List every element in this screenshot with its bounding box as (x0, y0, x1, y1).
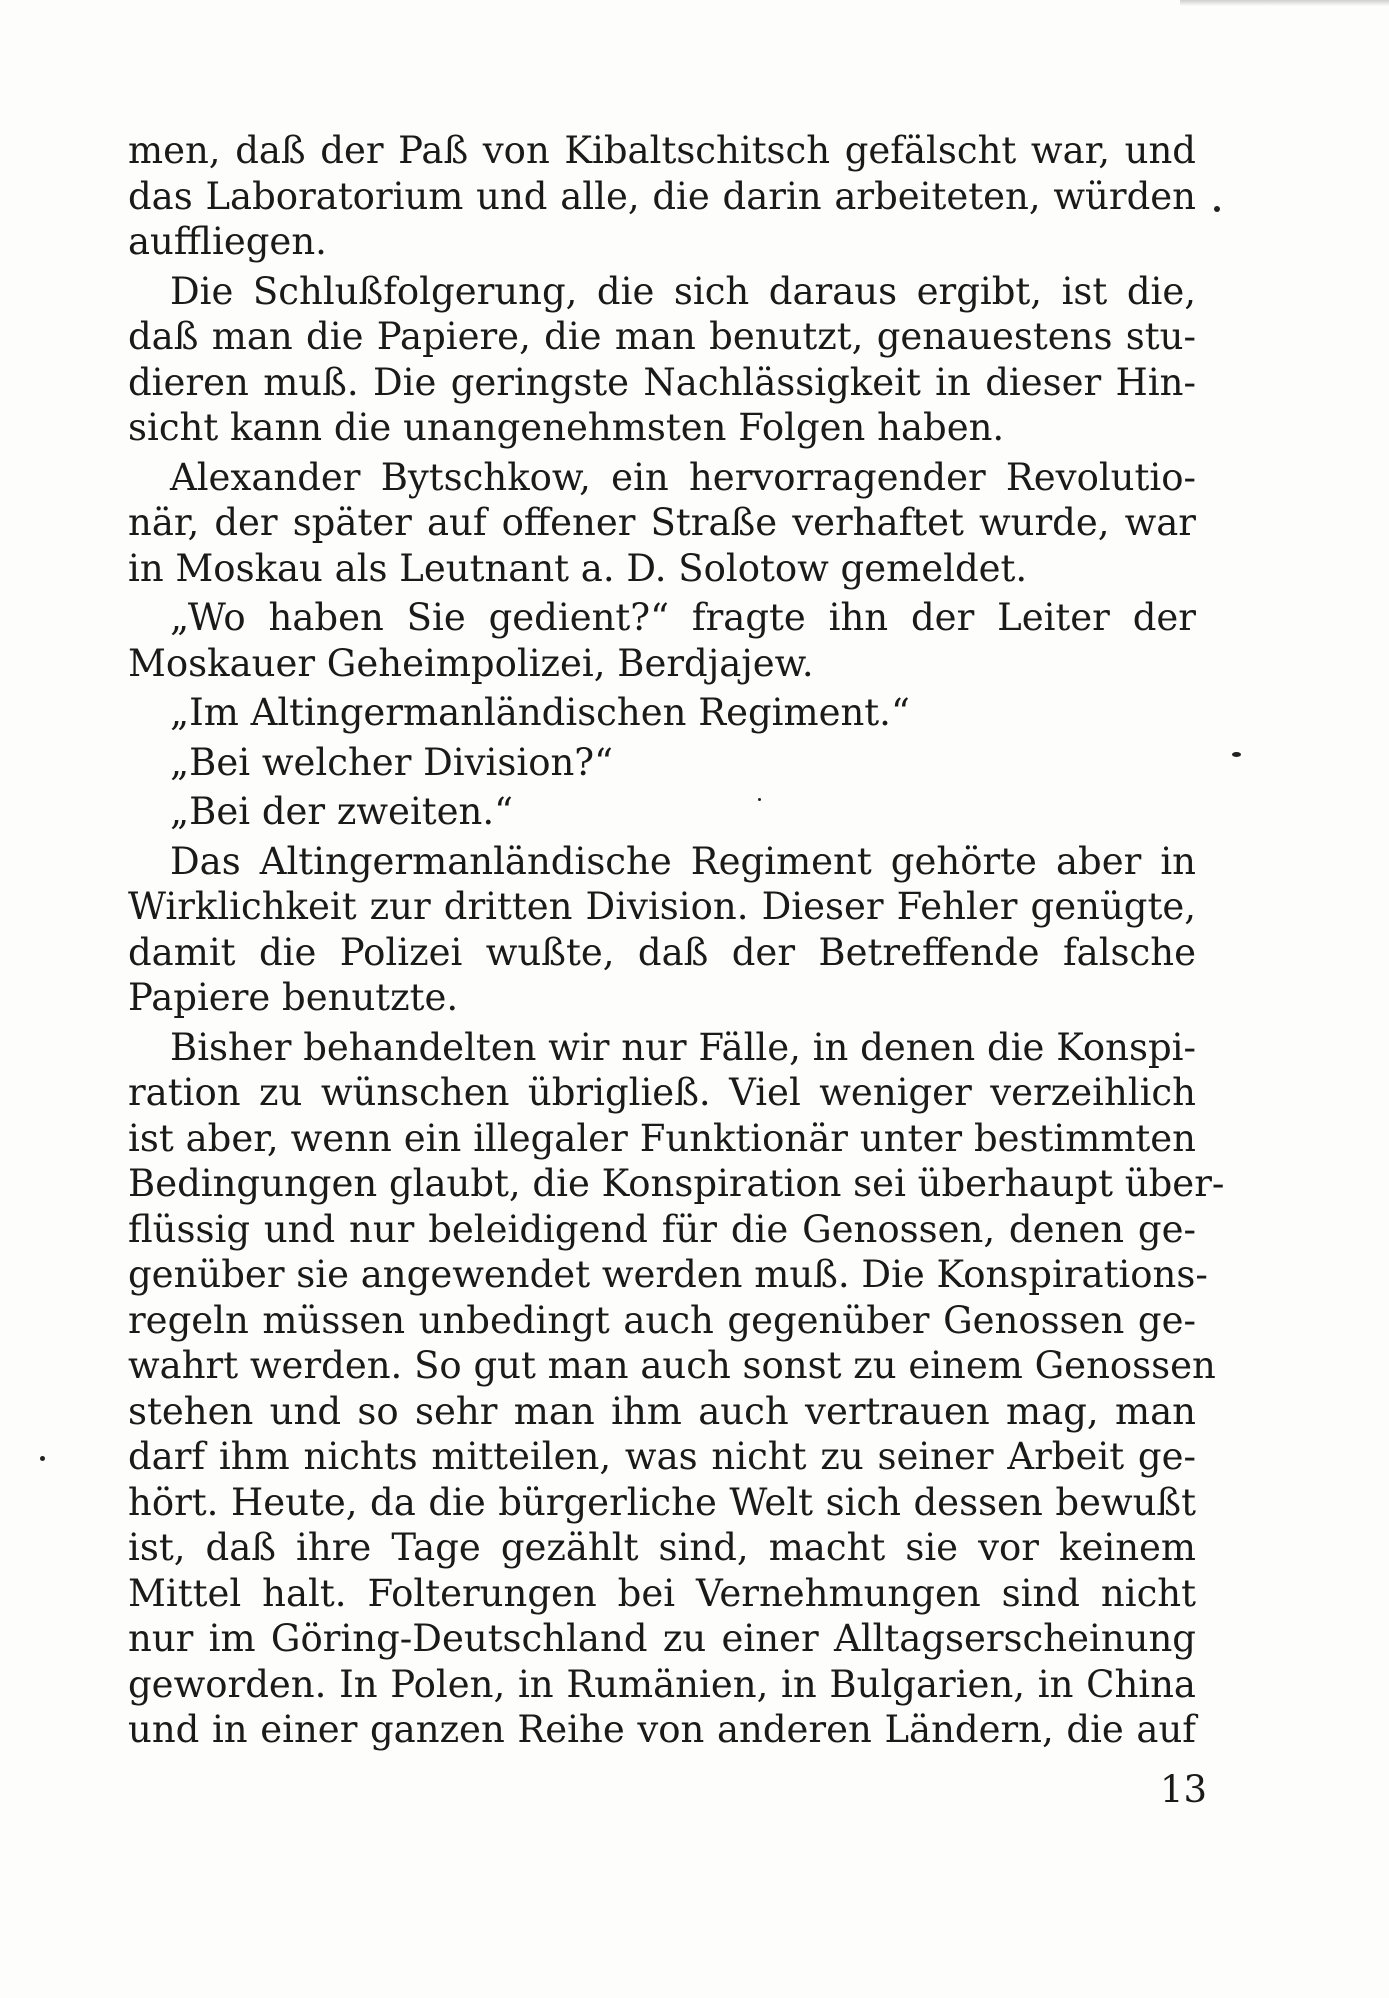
ink-speck (758, 798, 761, 801)
text-line: „Bei welcher Division?“ (170, 740, 614, 784)
text-line: Alexander Bytschkow, ein hervorragender Revolutio- (170, 455, 1196, 499)
text-line: ration zu wünschen übrigließ. Viel weniger verzeihlich (128, 1071, 1196, 1114)
paragraph (128, 789, 1196, 835)
text-line: genüber sie angewendet werden muß. Die Konspirations- (128, 1253, 1208, 1296)
text-line: ist aber, wenn ein illegaler Funktionär unter bestimmten (128, 1116, 1196, 1160)
text-line: Papiere benutzte. (128, 976, 459, 1019)
text-line: ist, daß ihre Tage gezählt sind, macht sie vor keinem (128, 1526, 1196, 1569)
text-line: hört. Heute, da die bürgerliche Welt sich dessen bewußt (128, 1480, 1196, 1524)
paragraph (128, 595, 1196, 686)
text-line: stehen und so sehr man ihm auch vertrauen mag, man (128, 1389, 1196, 1433)
text-line: Mittel halt. Folterungen bei Vernehmungen sind nicht (128, 1571, 1196, 1615)
text-line: regeln müssen unbedingt auch gegenüber Genossen ge- (128, 1298, 1196, 1342)
text-line: Bedingungen glaubt, die Konspiration sei überhaupt über- (128, 1162, 1225, 1205)
text-line: Das Altingermanländische Regiment gehörte aber in (170, 839, 1196, 883)
text-line: darf ihm nichts mitteilen, was nicht zu seiner Arbeit ge- (128, 1435, 1196, 1478)
text-line: wahrt werden. So gut man auch sonst zu einem Genossen (128, 1344, 1216, 1387)
page-number: 13 (1160, 1768, 1208, 1811)
paragraph (128, 455, 1196, 592)
text-line: damit die Polizei wußte, daß der Betreffende falsche (128, 930, 1196, 974)
text-line: men, daß der Paß von Kibaltschitsch gefälscht war, und (128, 129, 1196, 172)
text-line: sicht kann die unangenehmsten Folgen haben. (128, 406, 1005, 449)
text-line: „Im Altingermanländischen Regiment.“ (170, 691, 910, 734)
text-line: geworden. In Polen, in Rumänien, in Bulgarien, in China (128, 1662, 1196, 1706)
paragraph (128, 690, 1196, 736)
text-line: „Wo haben Sie gedient?“ fragte ihn der Leiter der (170, 596, 1196, 639)
text-line: und in einer ganzen Reihe von anderen Ländern, die auf (128, 1708, 1196, 1751)
paragraph (128, 740, 1196, 786)
text-line: när, der später auf offener Straße verhaftet wurde, war (128, 501, 1196, 544)
text-line: flüssig und nur beleidigend für die Genossen, denen ge- (128, 1207, 1196, 1251)
text-line: nur im Göring-Deutschland zu einer Alltagserscheinung (128, 1617, 1196, 1660)
text-line: Moskauer Geheimpolizei, Berdjajew. (128, 641, 814, 685)
paragraph (128, 128, 1196, 265)
paragraph (128, 839, 1196, 1021)
paragraph (128, 1025, 1225, 1753)
ink-speck (1232, 752, 1241, 757)
body-text (128, 128, 1225, 1753)
text-line: „Bei der zweiten.“ (170, 790, 514, 833)
text-line: in Moskau als Leutnant a. D. Solotow gemeldet. (128, 546, 1028, 590)
ink-speck (40, 1456, 45, 1461)
text-line: daß man die Papiere, die man benutzt, genauestens stu- (128, 315, 1196, 358)
text-line: das Laboratorium und alle, die darin arbeiteten, würden (128, 174, 1196, 218)
page-edge-shadow (1180, 0, 1389, 6)
text-line: auffliegen. (128, 220, 327, 263)
text-line: dieren muß. Die geringste Nachlässigkeit in dieser Hin- (128, 360, 1196, 404)
paragraph (128, 269, 1196, 451)
ink-speck (1214, 206, 1220, 212)
text-line: Die Schlußfolgerung, die sich daraus ergibt, ist die, (170, 269, 1196, 313)
text-line: Bisher behandelten wir nur Fälle, in denen die Konspi- (170, 1025, 1196, 1069)
text-line: Wirklichkeit zur dritten Division. Dieser Fehler genügte, (128, 885, 1196, 928)
